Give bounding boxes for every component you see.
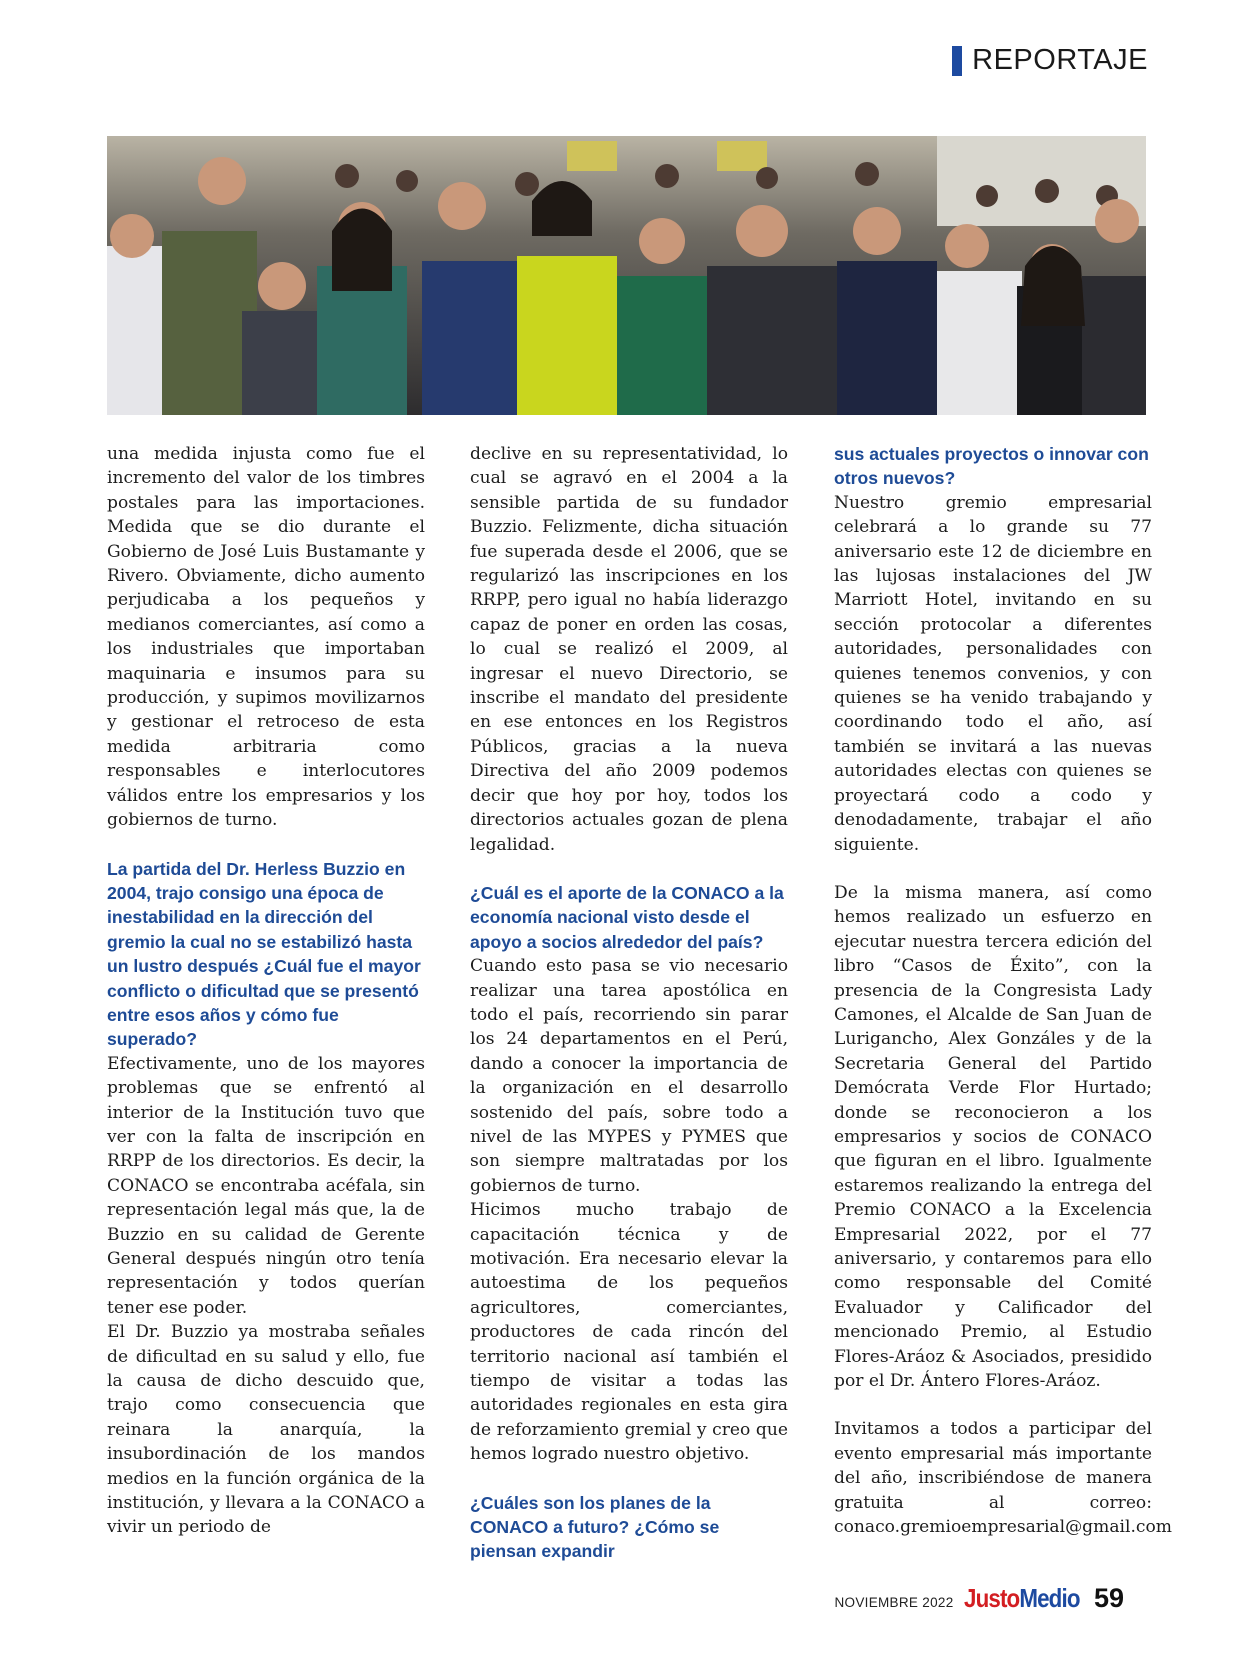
- interview-question: sus actuales proyectos o innovar con otros nuevos?: [834, 444, 1149, 489]
- interview-question: ¿Cuáles son los planes de la CONACO a futuro? ¿Cómo se piensan expandir: [470, 1492, 720, 1562]
- article-column-3: [834, 442, 1172, 1539]
- page-number: 59: [1093, 1583, 1124, 1613]
- paragraph: Nuestro gremio empresarial celebrará a lo grande su 77 aniversario este 12 de diciembre en las lujosas instalaciones del JW Marriott Hotel, invitando en su sección protocolar a diferentes autoridades, personalidades con quienes tenemos convenios, y con quienes se ha venido trabajando y coordinando todo el año, así también se invitará a las nuevas autoridades electas con quienes se proyectará codo a codo y denodadamente, trabajar el año siguiente.: [834, 492, 1152, 855]
- group-photo: [107, 136, 1146, 415]
- page-footer: [835, 1583, 1125, 1614]
- interview-question: ¿Cuál es el aporte de la CONACO a la economía nacional visto desde el apoyo a socios alrededor del país?: [470, 882, 784, 952]
- article-column-1: [107, 442, 425, 1540]
- article-column-2: [470, 442, 788, 1564]
- paragraph: De la misma manera, así como hemos realizado un esfuerzo en ejecutar nuestra tercera edición del libro “Casos de Éxito”, con la presencia de la Congresista Lady Camones, el Alcalde de San Juan de Lurigancho, Alex Gonzáles y de la Secretaria General del Partido Demócrata Verde Flor Hurtado; donde se reconocieron a los empresarios y socios de CONACO que figuran en el libro. Igualmente estaremos realizando la entrega del Premio CONACO a la Excelencia Empresarial 2022, por el 77 aniversario, y contaremos para ello como responsable del Comité Evaluador y Calificador del mencionado Premio, al Estudio Flores-Aráoz & Asociados, presidido por el Dr. Ántero Flores-Aráoz.: [834, 882, 1152, 1392]
- group-photo-icon: [107, 136, 1146, 415]
- section-tag: [952, 44, 1148, 77]
- paragraph: Hicimos mucho trabajo de capacitación técnica y de motivación. Era necesario elevar la autoestima de los pequeños agricultores, comerciantes, productores de cada rincón del territorio nacional así también el tiempo de visitar a todas las autoridades regionales en esta gira de reforzamiento gremial y creo que hemos logrado nuestro objetivo.: [470, 1200, 788, 1465]
- interview-question: La partida del Dr. Herless Buzzio en 2004, trajo consigo una época de inestabilidad en la dirección del gremio la cual no se estabilizó hasta un lustro después ¿Cuál fue el mayor conflicto o dificultad que se presentó entre esos años y cómo fue superado?: [107, 858, 421, 1050]
- paragraph: declive en su representatividad, lo cual se agravó en el 2004 a la sensible partida de su fundador Buzzio. Felizmente, dicha situación fue superada desde el 2006, que se regularizó las inscripciones en los RRPP, pero igual no había liderazgo capaz de poner en orden las cosas, lo cual se realizó el 2009, al ingresar el nuevo Directorio, se inscribe el mandato del presidente en ese entonces en los Registros Públicos, gracias a la nueva Directiva del año 2009 podemos decir que hoy por hoy, todos los directorios actuales gozan de plena legalidad.: [470, 444, 788, 855]
- paragraph: Invitamos a todos a participar del evento empresarial más importante del año, inscribiéndose de manera gratuita al correo: conaco.gremioempresarial@gmail.com: [834, 1419, 1172, 1538]
- issue-date: NOVIEMBRE 2022: [834, 1595, 954, 1610]
- paragraph: El Dr. Buzzio ya mostraba señales de dificultad en su salud y ello, fue la causa de dicho descuido que, trajo como consecuencia que reinara la anarquía, la insubordinación de los mandos medios en la función orgánica de la institución, y llevara a la CONACO a vivir un periodo de: [107, 1322, 425, 1538]
- paragraph: Cuando esto pasa se vio necesario realizar una tarea apostólica en todo el país, recorriendo sin parar los 24 departamentos en el Perú, dando a conocer la importancia de la organización en el desarrollo sostenido del país, sobre todo a nivel de las MYPES y PYMES que son siempre maltratadas por los gobiernos de turno.: [470, 956, 788, 1196]
- paragraph: Efectivamente, uno de los mayores problemas que se enfrentó al interior de la Institución tuvo que ver con la falta de inscripción en RRPP de los directorios. Es decir, la CONACO se encontraba acéfala, sin representación legal más que, la de Buzzio en su calidad de Gerente General después ningún otro tenía representación y todos querían tener ese poder.: [107, 1053, 425, 1318]
- logo-text-medio: Medio: [1018, 1583, 1080, 1613]
- logo-text-justo: Justo: [963, 1583, 1019, 1613]
- magazine-logo: [964, 1583, 1080, 1614]
- section-label: REPORTAJE: [972, 44, 1148, 76]
- section-bar: [952, 46, 962, 76]
- paragraph: una medida injusta como fue el incremento del valor de los timbres postales para las importaciones. Medida que se dio durante el Gobierno de José Luis Bustamante y Rivero. Obviamente, dicho aumento perjudicaba a los pequeños y medianos comerciantes, así como a los industriales que importaban maquinaria e insumos para su producción, y supimos movilizarnos y gestionar el retroceso de esta medida arbitraria como responsables e interlocutores válidos entre los empresarios y los gobiernos de turno.: [107, 444, 425, 831]
